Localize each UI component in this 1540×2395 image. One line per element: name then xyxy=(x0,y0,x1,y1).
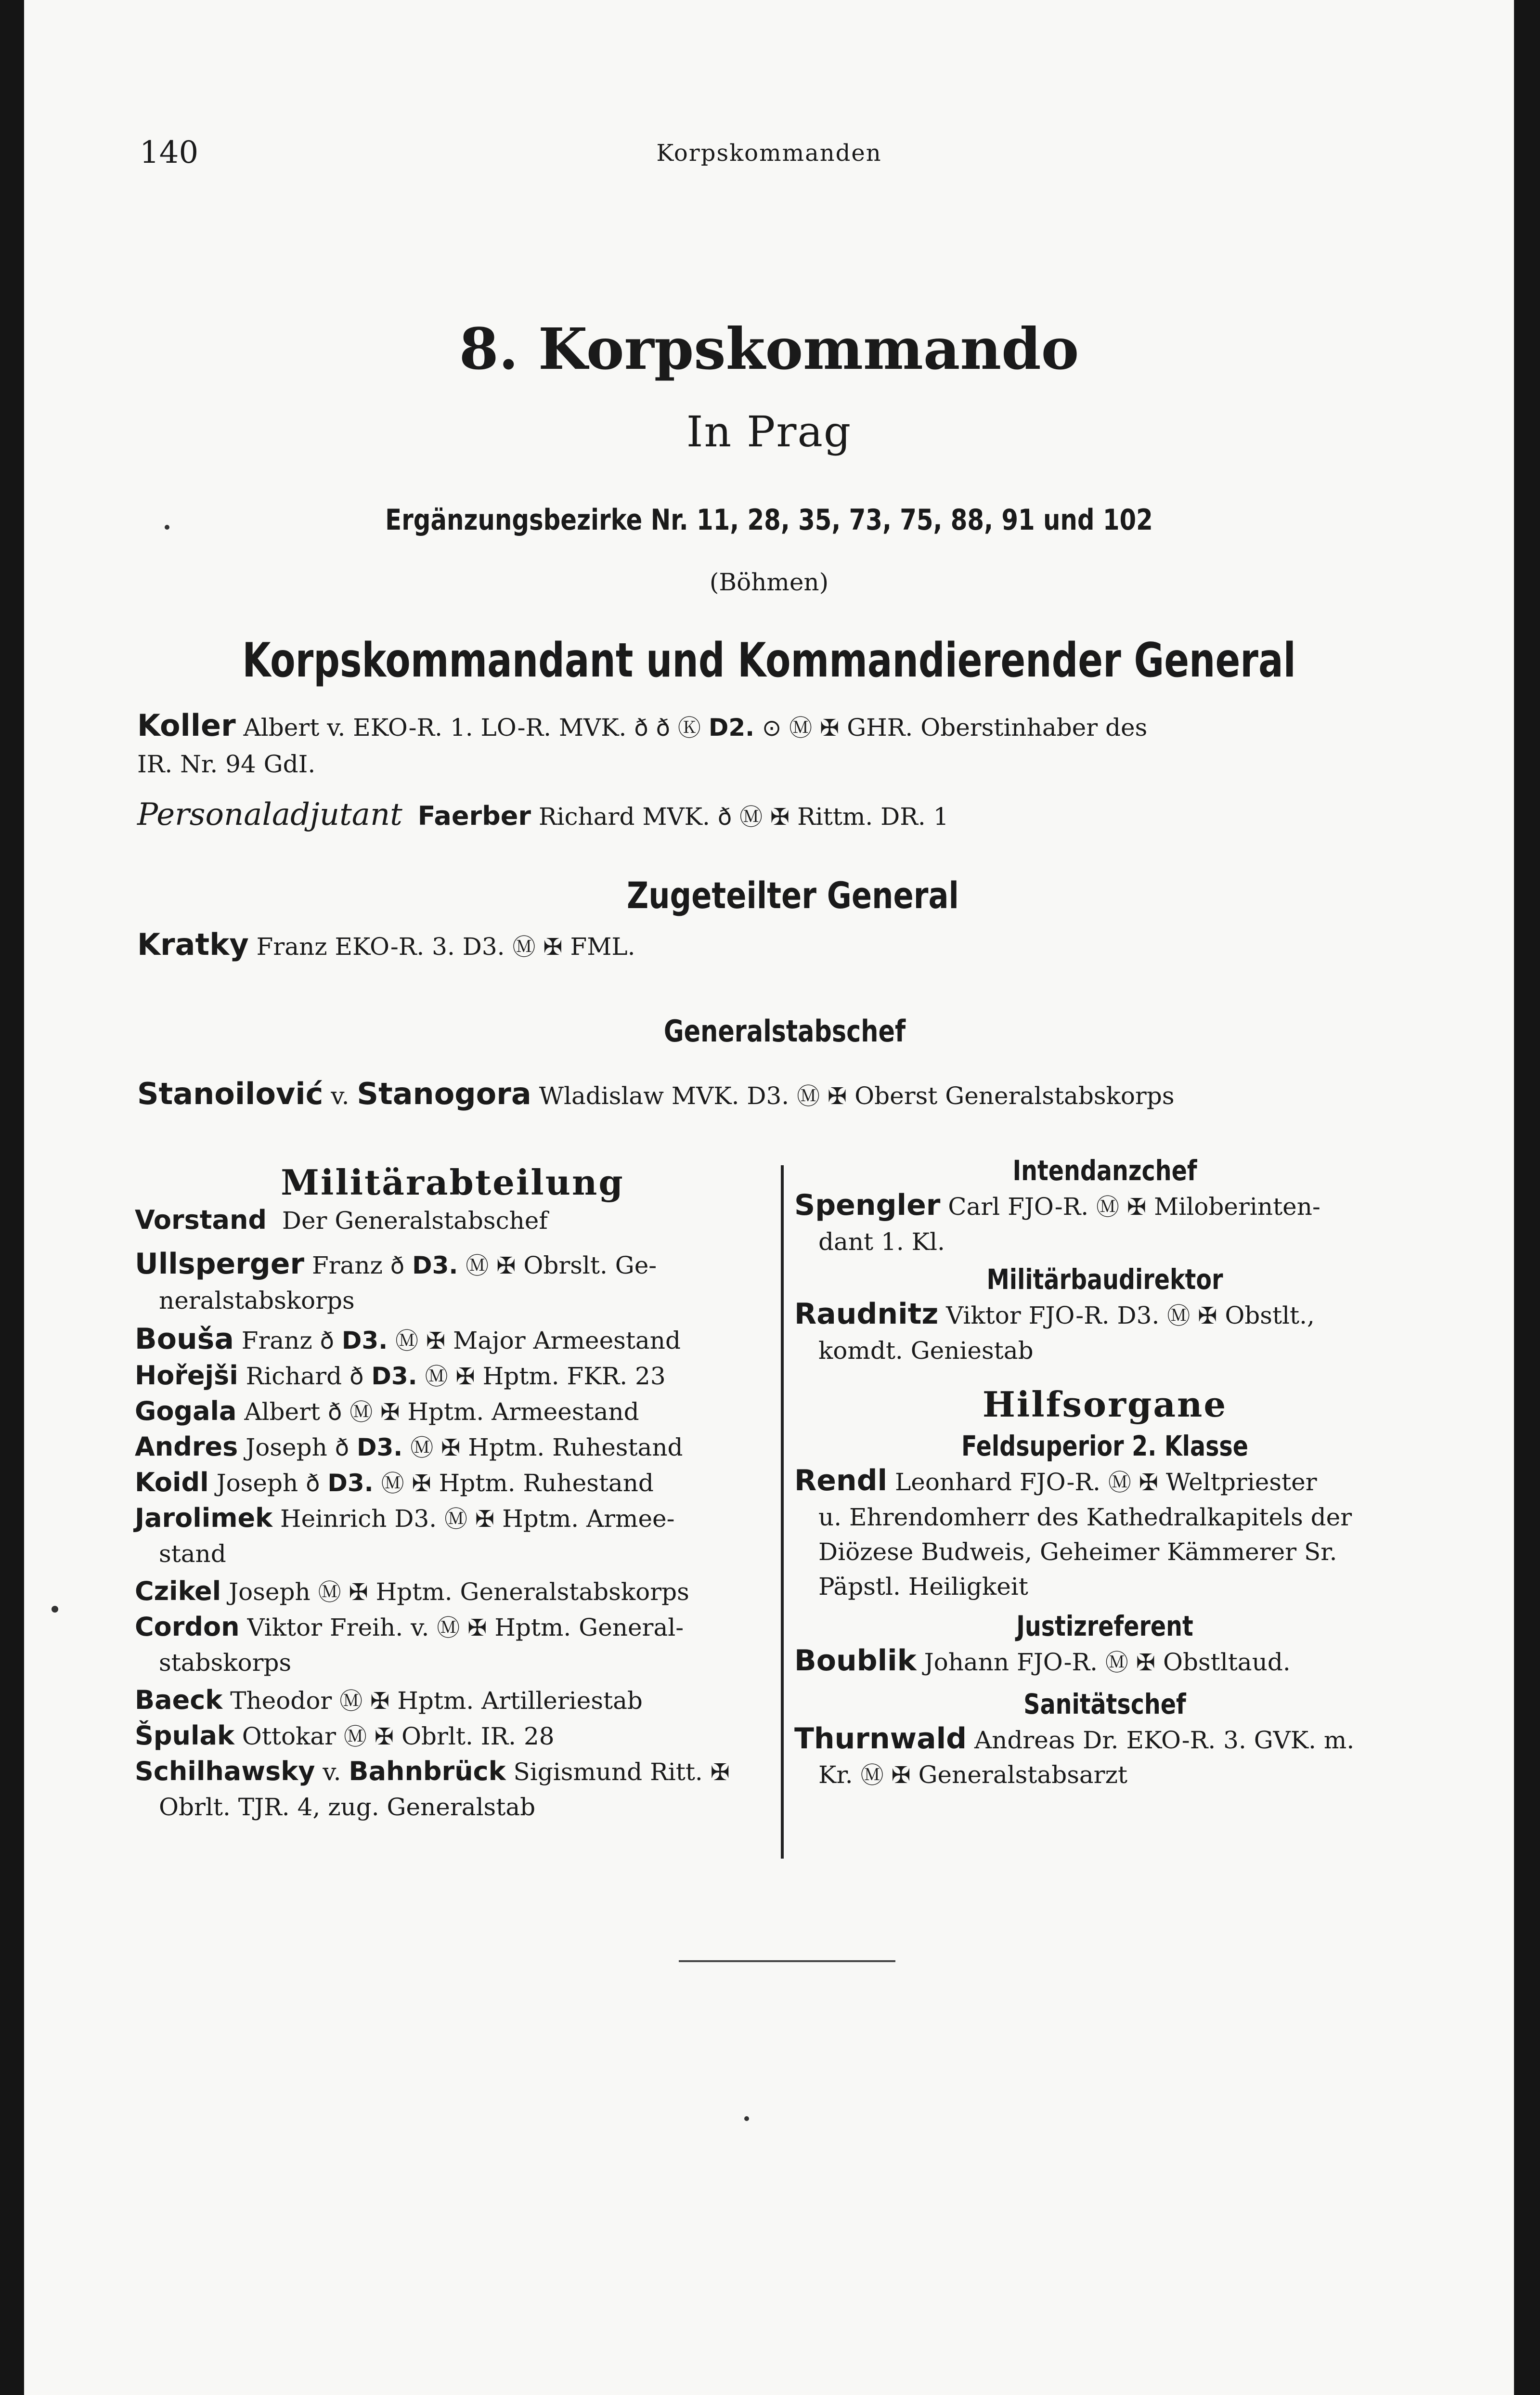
right-column xyxy=(794,1153,1415,1793)
justiz-heading: Justizreferent xyxy=(1016,1610,1193,1642)
cross-icon: ✠ xyxy=(710,1759,730,1786)
list-item-cont: Päpstl. Heiligkeit xyxy=(818,1573,1028,1601)
m-badge-icon: Ⓜ xyxy=(349,1399,373,1426)
cross-icon: ✠ xyxy=(349,1579,368,1606)
list-item: Thurnwald Andreas Dr. EKO-R. 3. GVK. m. xyxy=(794,1722,1355,1756)
m-badge-icon: Ⓜ xyxy=(512,934,536,961)
cross-icon: ✠ xyxy=(770,804,790,831)
left-column xyxy=(135,1162,770,1824)
list-item: Schilhawsky v. Bahnbrück Sigismund Ritt. ✠ xyxy=(135,1756,730,1786)
assigned-entry: Kratky Franz EKO-R. 3. D3. Ⓜ ✠ FML. xyxy=(137,927,635,962)
print-speck xyxy=(744,2116,749,2121)
cross-icon: ✠ xyxy=(1198,1302,1217,1329)
cross-icon: ✠ xyxy=(891,1762,911,1789)
commander-line2: IR. Nr. 94 GdI. xyxy=(137,750,316,778)
list-item: Cordon Viktor Freih. v. Ⓜ ✠ Hptm. General- xyxy=(135,1612,684,1642)
list-item-cont: stand xyxy=(159,1540,226,1568)
m-badge-icon: Ⓜ xyxy=(395,1328,419,1354)
chief-heading: Generalstabschef xyxy=(663,1014,906,1049)
m-badge-icon: Ⓜ xyxy=(437,1614,460,1641)
list-item: Hořejši Richard ð D3. Ⓜ ✠ Hptm. FKR. 23 xyxy=(135,1360,666,1391)
section-heading: Korpskommandant und Kommandierender General xyxy=(242,633,1296,688)
adjutant-role: Personaladjutant xyxy=(137,797,402,833)
baudirektor-heading: Militärbaudirektor xyxy=(986,1263,1223,1296)
cross-icon: ✠ xyxy=(467,1614,487,1641)
m-badge-icon: Ⓜ xyxy=(860,1762,884,1789)
m-badge-icon: Ⓜ xyxy=(466,1252,489,1279)
medal-icon: ð xyxy=(327,1399,342,1426)
list-item-cont: Obrlt. TJR. 4, zug. Generalstab xyxy=(159,1793,536,1821)
m-badge-icon: Ⓜ xyxy=(410,1434,434,1461)
medal-icon: ð xyxy=(634,715,648,742)
m-badge-icon: Ⓜ xyxy=(444,1506,468,1533)
print-speck xyxy=(165,525,169,530)
page-number: 140 xyxy=(140,135,199,170)
cross-icon: ✠ xyxy=(412,1470,431,1497)
commander-entry: Koller Albert v. EKO-R. 1. LO-R. MVK. ð ð Ⓚ D2. ⊙ Ⓜ ✠ GHR. Oberstinhaber des xyxy=(137,708,1148,743)
cross-icon: ✠ xyxy=(1136,1649,1156,1676)
cross-icon: ✠ xyxy=(543,934,563,961)
m-badge-icon: Ⓜ xyxy=(789,715,813,742)
list-item-cont: Kr. Ⓜ ✠ Generalstabsarzt xyxy=(818,1761,1128,1789)
list-item: Bouša Franz ð D3. Ⓜ ✠ Major Armeestand xyxy=(135,1322,681,1356)
medal-icon: ð xyxy=(335,1434,349,1461)
cross-icon: ✠ xyxy=(370,1688,390,1715)
m-badge-icon: Ⓜ xyxy=(318,1579,341,1606)
m-badge-icon: Ⓜ xyxy=(381,1470,404,1497)
list-item: Baeck Theodor Ⓜ ✠ Hptm. Artilleriestab xyxy=(135,1685,643,1715)
cross-icon: ✠ xyxy=(441,1434,461,1461)
cross-icon: ✠ xyxy=(455,1363,475,1390)
vorstand-line: Vorstand Der Generalstabschef xyxy=(135,1205,548,1235)
m-badge-icon: Ⓜ xyxy=(1167,1302,1191,1329)
region-line: (Böhmen) xyxy=(709,568,829,596)
medal-icon: ð xyxy=(349,1363,364,1390)
city-subtitle: In Prag xyxy=(686,407,852,456)
adjutant-entry: Personaladjutant Faerber Richard MVK. ð Ⓜ ✠ Rittm. DR. 1 xyxy=(137,797,949,833)
k-badge-icon: Ⓚ xyxy=(677,715,701,742)
medal-icon: ð xyxy=(306,1470,320,1497)
cross-icon: ✠ xyxy=(820,715,840,742)
list-item: Špulak Ottokar Ⓜ ✠ Obrlt. IR. 28 xyxy=(135,1720,555,1751)
sanitaet-heading: Sanitätschef xyxy=(1023,1688,1186,1720)
cross-icon: ✠ xyxy=(374,1723,394,1750)
list-item-cont: stabskorps xyxy=(159,1649,292,1677)
assigned-heading: Zugeteilter General xyxy=(627,874,959,917)
list-item-cont: dant 1. Kl. xyxy=(818,1228,945,1256)
print-speck xyxy=(52,1606,58,1613)
document-page xyxy=(24,0,1514,2395)
chief-entry: Stanoilović v. Stanogora Wladislaw MVK. D3. Ⓜ ✠ Oberst Generalstabskorps xyxy=(137,1076,1175,1111)
list-item-cont: komdt. Geniestab xyxy=(818,1337,1034,1365)
list-item: Gogala Albert ð Ⓜ ✠ Hptm. Armeestand xyxy=(135,1396,639,1426)
list-item: Andres Joseph ð D3. Ⓜ ✠ Hptm. Ruhestand xyxy=(135,1432,683,1462)
hilfsorgane-heading: Hilfsorgane xyxy=(982,1384,1228,1425)
list-item: Jarolimek Heinrich D3. Ⓜ ✠ Hptm. Armee- xyxy=(135,1503,675,1533)
cross-icon: ✠ xyxy=(1139,1469,1158,1496)
cross-icon: ✠ xyxy=(380,1399,400,1426)
medal-icon: ð xyxy=(717,804,732,831)
m-badge-icon: Ⓜ xyxy=(425,1363,448,1390)
feldsuperior-heading: Feldsuperior 2. Klasse xyxy=(961,1430,1248,1462)
commander-name: Koller xyxy=(137,708,236,743)
m-badge-icon: Ⓜ xyxy=(1105,1649,1128,1676)
list-item: Koidl Joseph ð D3. Ⓜ ✠ Hptm. Ruhestand xyxy=(135,1467,654,1497)
medal-icon: ð xyxy=(320,1328,335,1354)
list-item: Raudnitz Viktor FJO-R. D3. Ⓜ ✠ Obstlt., xyxy=(794,1297,1315,1331)
m-badge-icon: Ⓜ xyxy=(339,1688,363,1715)
medal-icon: ð xyxy=(656,715,671,742)
districts-line: Ergänzungsbezirke Nr. 11, 28, 35, 73, 75, 88, 91 und 102 xyxy=(385,503,1153,537)
left-heading: Militärabteilung xyxy=(281,1162,624,1203)
list-item: Rendl Leonhard FJO-R. Ⓜ ✠ Weltpriester xyxy=(794,1464,1317,1497)
list-item: Czikel Joseph Ⓜ ✠ Hptm. Generalstabskorps xyxy=(135,1576,689,1606)
page-title: 8. Korpskommando xyxy=(459,315,1079,382)
m-badge-icon: Ⓜ xyxy=(1108,1469,1131,1496)
cross-icon: ✠ xyxy=(828,1083,847,1110)
cross-icon: ✠ xyxy=(426,1328,446,1354)
list-item: Ullsperger Franz ð D3. Ⓜ ✠ Obrslt. Ge- xyxy=(135,1247,657,1281)
m-badge-icon: Ⓜ xyxy=(1096,1194,1120,1221)
list-item: Spengler Carl FJO-R. Ⓜ ✠ Miloberinten- xyxy=(794,1188,1320,1222)
intendanz-heading: Intendanzchef xyxy=(1012,1154,1197,1187)
medal-icon: ð xyxy=(390,1252,405,1279)
list-item-cont: u. Ehrendomherr des Kathedralkapitels der xyxy=(818,1503,1352,1531)
cross-icon: ✠ xyxy=(496,1252,516,1279)
list-item-cont: Diözese Budweis, Geheimer Kämmerer Sr. xyxy=(818,1538,1337,1566)
m-badge-icon: Ⓜ xyxy=(739,804,763,831)
dot-badge-icon: ⊙ xyxy=(762,715,782,742)
cross-icon: ✠ xyxy=(475,1506,495,1533)
m-badge-icon: Ⓜ xyxy=(343,1723,367,1750)
list-item: Boublik Johann FJO-R. Ⓜ ✠ Obstltaud. xyxy=(794,1644,1291,1678)
column-divider xyxy=(781,1165,784,1859)
running-head: Korpskommanden xyxy=(656,140,882,167)
cross-icon: ✠ xyxy=(1126,1194,1147,1221)
closing-rule xyxy=(679,1960,895,1962)
m-badge-icon: Ⓜ xyxy=(797,1083,820,1110)
list-item-cont: neralstabskorps xyxy=(159,1287,355,1315)
